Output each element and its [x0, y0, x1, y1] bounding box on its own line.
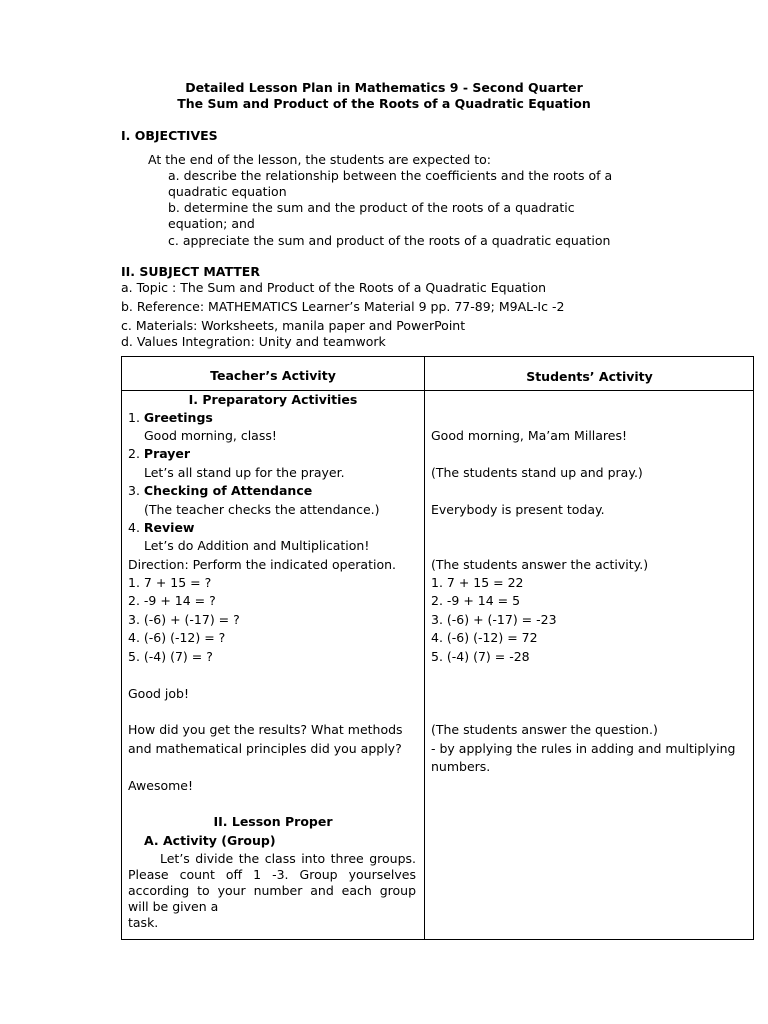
student-attendance: Everybody is present today.	[431, 502, 605, 517]
objective-b-line1: b. determine the sum and the product of the roots of a quadratic	[168, 200, 575, 215]
review-label: Review	[143, 520, 195, 535]
student-activity-header: Students’ Activity	[526, 369, 653, 384]
student-rules-line1: - by applying the rules in adding and multiplying	[431, 741, 736, 756]
answer-3: 3. (-6) + (-17) = -23	[431, 612, 557, 627]
activity-group-heading: A. Activity (Group)	[144, 833, 276, 848]
objective-a-line2: quadratic equation	[168, 184, 287, 199]
subject-values: d. Values Integration: Unity and teamwork	[121, 334, 386, 349]
teacher-prayer-text: Let’s all stand up for the prayer.	[144, 465, 345, 480]
prayer-number: 2.	[128, 446, 144, 461]
answer-4: 4. (-6) (-12) = 72	[431, 630, 538, 645]
question-5: 5. (-4) (7) = ?	[128, 649, 213, 664]
activity-task-text: task.	[128, 915, 159, 930]
prayer-label: Prayer	[143, 446, 191, 461]
table-header-divider	[122, 390, 753, 391]
teacher-greeting-text: Good morning, class!	[144, 428, 277, 443]
good-job-text: Good job!	[128, 686, 189, 701]
subject-topic: a. Topic : The Sum and Product of the Roots of a Quadratic Equation	[121, 280, 547, 295]
attendance-label: Checking of Attendance	[143, 483, 313, 498]
teacher-attendance-text: (The teacher checks the attendance.)	[144, 502, 380, 517]
preparatory-activities-heading: I. Preparatory Activities	[188, 392, 358, 407]
teacher-review-text: Let’s do Addition and Multiplication!	[144, 538, 370, 553]
document-subtitle: The Sum and Product of the Roots of a Quadratic Equation	[177, 96, 591, 111]
answer-5: 5. (-4) (7) = -28	[431, 649, 530, 664]
student-answer-activity: (The students answer the activity.)	[431, 557, 649, 572]
student-answer-question: (The students answer the question.)	[431, 722, 658, 737]
review-item	[128, 520, 194, 535]
greetings-number: 1.	[128, 410, 144, 425]
subject-reference: b. Reference: MATHEMATICS Learner’s Material 9 pp. 77-89; M9AL-Ic -2	[121, 299, 565, 314]
activity-table	[121, 356, 754, 940]
question-2: 2. -9 + 14 = ?	[128, 593, 216, 608]
table-column-divider	[424, 357, 425, 939]
attendance-number: 3.	[128, 483, 144, 498]
attendance-item	[128, 483, 312, 498]
teacher-question-line2: and mathematical principles did you apply?	[128, 741, 402, 756]
direction-text: Direction: Perform the indicated operation.	[128, 557, 397, 572]
answer-2: 2. -9 + 14 = 5	[431, 593, 521, 608]
greetings-label: Greetings	[143, 410, 213, 425]
subject-matter-heading: II. SUBJECT MATTER	[121, 264, 260, 279]
objective-b-line2: equation; and	[168, 216, 255, 231]
lesson-proper-heading: II. Lesson Proper	[213, 814, 333, 829]
question-4: 4. (-6) (-12) = ?	[128, 630, 226, 645]
student-prayer: (The students stand up and pray.)	[431, 465, 643, 480]
question-1: 1. 7 + 15 = ?	[128, 575, 212, 590]
greetings-item	[128, 410, 213, 425]
subject-materials: c. Materials: Worksheets, manila paper and PowerPoint	[121, 318, 466, 333]
review-number: 4.	[128, 520, 144, 535]
student-rules-line2: numbers.	[431, 759, 491, 774]
document-title: Detailed Lesson Plan in Mathematics 9 - Second Quarter	[185, 80, 583, 95]
objectives-intro: At the end of the lesson, the students are expected to:	[148, 152, 491, 167]
objectives-heading: I. OBJECTIVES	[121, 128, 218, 143]
activity-instructions: Let’s divide the class into three groups. Please count off 1 -3. Group yourselves according to your number and each group will be given a	[128, 851, 416, 914]
question-3: 3. (-6) + (-17) = ?	[128, 612, 240, 627]
teacher-activity-header: Teacher’s Activity	[210, 368, 336, 383]
prayer-item	[128, 446, 190, 461]
answer-1: 1. 7 + 15 = 22	[431, 575, 524, 590]
awesome-text: Awesome!	[128, 778, 193, 793]
student-greeting: Good morning, Ma’am Millares!	[431, 428, 628, 443]
teacher-question-line1: How did you get the results? What methods	[128, 722, 403, 737]
objective-a-line1: a. describe the relationship between the coefficients and the roots of a	[168, 168, 613, 183]
objective-c: c. appreciate the sum and product of the roots of a quadratic equation	[168, 233, 611, 248]
